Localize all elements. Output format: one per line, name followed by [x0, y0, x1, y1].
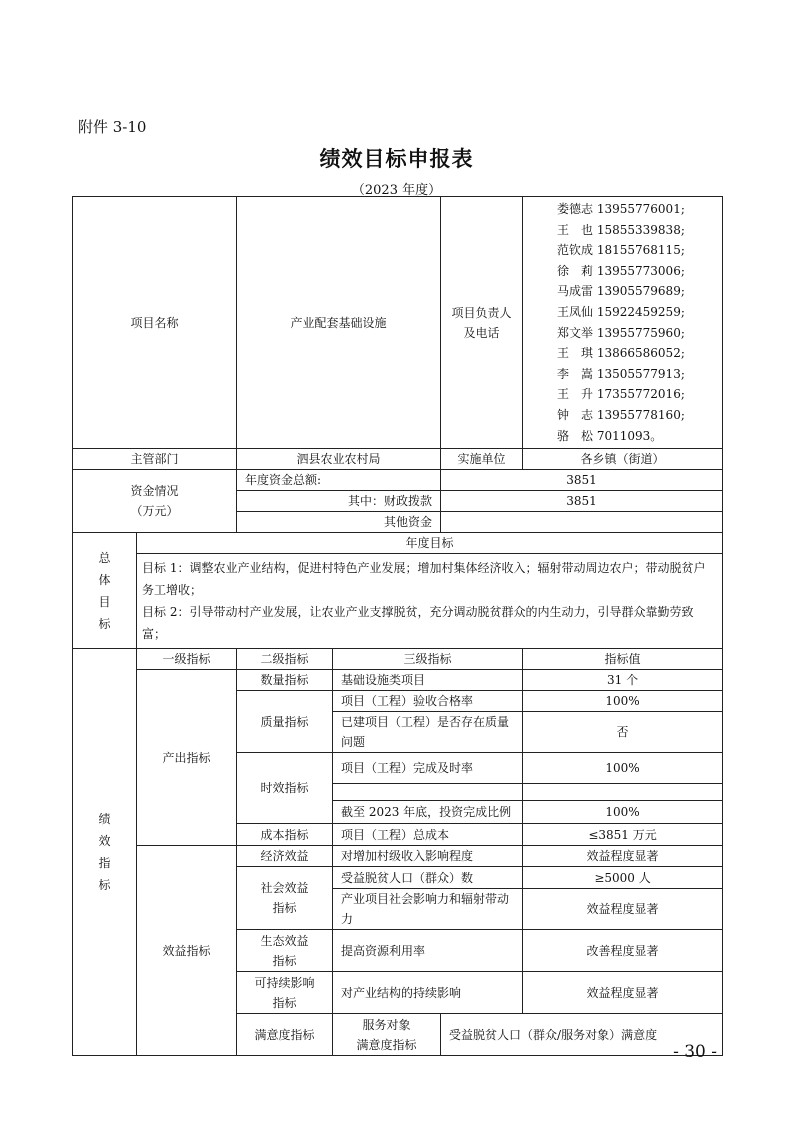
overall-goal-label: 总 体 目 标 — [73, 533, 137, 649]
department-row — [73, 449, 723, 470]
project-name-value: 产业配套基础设施 — [237, 197, 441, 449]
indicator-item: 受益脱贫人口（群众）数 — [333, 867, 523, 889]
indicator-value: ≤3851 万元 — [523, 824, 723, 846]
contact-line: 王 琪 13866586052; — [557, 346, 685, 361]
overall-goals-row — [73, 554, 723, 649]
indicator-item: 对产业结构的持续影响 — [333, 972, 523, 1014]
header-level3: 三级指标 — [333, 649, 523, 670]
indicator-header-row — [73, 649, 723, 670]
timeliness-indicator-label: 时效指标 — [237, 753, 333, 824]
contact-line: 骆 松 7011093。 — [557, 428, 663, 443]
economic-benefit-label: 经济效益 — [237, 846, 333, 867]
blank-cell — [333, 784, 523, 801]
indicator-value: ≥5000 人 — [523, 867, 723, 889]
funds-total-label: 年度资金总额: — [237, 470, 441, 491]
dept-label: 主管部门 — [73, 449, 237, 470]
header-level1: 一级指标 — [137, 649, 237, 670]
project-row — [73, 197, 723, 449]
indicator-item: 截至 2023 年底，投资完成比例 — [333, 801, 523, 824]
indicator-item: 受益脱贫人口（群众/服务对象）满意度 — [441, 1014, 723, 1056]
contact-line: 李 嵩 13505577913; — [557, 366, 685, 381]
contact-line: 王凤仙 15922459259; — [557, 304, 685, 319]
goal-1: 目标 1：调整农业产业结构，促进村特色产业发展；增加村集体经济收入；辐射带动周边农户；带动脱贫户务工增收； — [142, 561, 706, 598]
funds-fiscal-label: 其中：财政拨款 — [237, 491, 441, 512]
indicator-item: 项目（工程）完成及时率 — [333, 753, 523, 784]
indicator-row — [73, 846, 723, 867]
impl-label: 实施单位 — [441, 449, 523, 470]
contact-line: 王 升 17355772016; — [557, 387, 685, 402]
social-benefit-label: 社会效益 指标 — [237, 867, 333, 930]
form-year: （2023 年度） — [351, 183, 442, 198]
funds-fiscal-value: 3851 — [441, 491, 723, 512]
performance-indicator-label: 绩 效 指 标 — [73, 649, 137, 1056]
funds-other-label: 其他资金 — [237, 512, 441, 533]
header-value: 指标值 — [523, 649, 723, 670]
indicator-value: 改善程度显著 — [523, 930, 723, 972]
impl-value: 各乡镇（街道） — [523, 449, 723, 470]
quantity-indicator-label: 数量指标 — [237, 670, 333, 691]
header-level2: 二级指标 — [237, 649, 333, 670]
quality-indicator-label: 质量指标 — [237, 691, 333, 753]
performance-target-form — [72, 196, 723, 1056]
sustainable-impact-label: 可持续影响 指标 — [237, 972, 333, 1014]
project-name-label: 项目名称 — [73, 197, 237, 449]
service-satisfaction-label: 服务对象 满意度指标 — [333, 1014, 441, 1056]
indicator-value: 效益程度显著 — [523, 846, 723, 867]
project-contacts — [523, 197, 723, 449]
indicator-item: 已建项目（工程）是否存在质量问题 — [333, 712, 523, 753]
indicator-item: 基础设施类项目 — [333, 670, 523, 691]
indicator-value: 100% — [523, 801, 723, 824]
page-number: - 30 - — [673, 1042, 717, 1062]
contact-line: 徐 莉 13955773006; — [557, 263, 685, 278]
indicator-item: 项目（工程）总成本 — [333, 824, 523, 846]
indicator-value: 31 个 — [523, 670, 723, 691]
funds-total-row — [73, 470, 723, 491]
project-leader-label: 项目负责人 及电话 — [441, 197, 523, 449]
satisfaction-indicator-label: 满意度指标 — [237, 1014, 333, 1056]
indicator-item: 产业项目社会影响力和辐射带动力 — [333, 889, 523, 930]
contact-line: 郑文举 13955775960; — [557, 325, 685, 340]
overall-header-row — [73, 533, 723, 554]
indicator-value: 否 — [523, 712, 723, 753]
indicator-item: 提高资源利用率 — [333, 930, 523, 972]
annual-goal-header: 年度目标 — [137, 533, 723, 554]
indicator-item: 项目（工程）验收合格率 — [333, 691, 523, 712]
dept-value: 泗县农业农村局 — [237, 449, 441, 470]
indicator-item: 对增加村级收入影响程度 — [333, 846, 523, 867]
contact-line: 娄德志 13955776001; — [557, 202, 685, 216]
funds-label: 资金情况 （万元） — [73, 470, 237, 533]
indicator-row — [73, 670, 723, 691]
contact-line: 马成雷 13905579689; — [557, 284, 685, 299]
contact-line: 王 也 15855339838; — [557, 222, 685, 237]
cost-indicator-label: 成本指标 — [237, 824, 333, 846]
contact-line: 钟 志 13955778160; — [557, 407, 685, 422]
goal-2: 目标 2：引导带动村产业发展，让农业产业支撑脱贫，充分调动脱贫群众的内生动力，引导群众靠勤劳致富； — [142, 605, 694, 642]
blank-cell — [523, 784, 723, 801]
indicator-value: 100% — [523, 753, 723, 784]
form-title: 绩效目标申报表 — [319, 146, 474, 171]
indicator-value: 100% — [523, 691, 723, 712]
annual-goals — [137, 554, 723, 649]
indicator-value: 效益程度显著 — [523, 972, 723, 1014]
indicator-value: 效益程度显著 — [523, 889, 723, 930]
funds-other-value — [441, 512, 723, 533]
funds-total-value: 3851 — [441, 470, 723, 491]
attachment-label: 附件 3-10 — [78, 118, 147, 136]
benefit-indicator-label: 效益指标 — [137, 846, 237, 1056]
contact-line: 范钦成 18155768115; — [557, 243, 685, 258]
output-indicator-label: 产出指标 — [137, 670, 237, 846]
ecological-benefit-label: 生态效益 指标 — [237, 930, 333, 972]
